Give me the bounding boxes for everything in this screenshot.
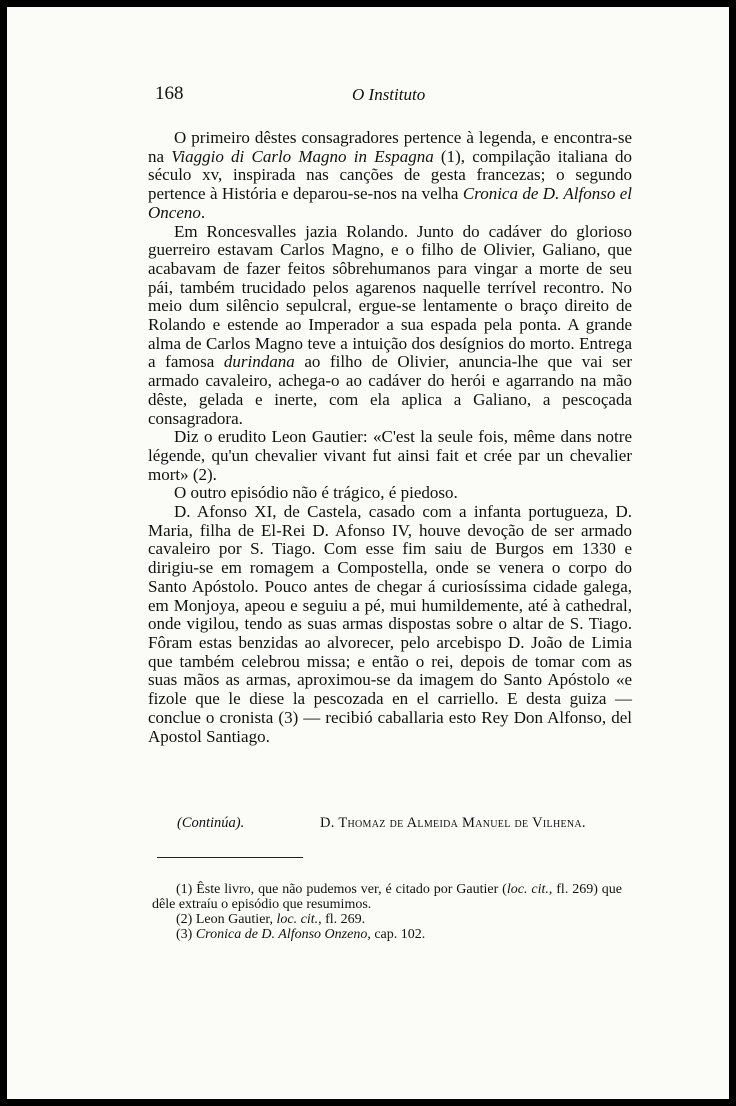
footnote-2: [152, 912, 622, 927]
running-title: O Instituto: [352, 85, 426, 104]
footnote-1: [152, 882, 622, 912]
p2-text-c: ao filho de Olivier, anuncia-lhe que vai ser armado cavaleiro, achega-o ao cadáver do herói e agarrando na mão dêste, gelada e inerte, com ela aplica a Galiano, a pescoçada consagradora.: [148, 352, 632, 428]
fn2-text-a: (2) Leon Gautier,: [176, 912, 277, 927]
fn3-text-a: (3): [176, 927, 196, 942]
paragraph-2: [148, 223, 632, 429]
page-header: [155, 83, 625, 109]
p1-title-cronica: Cronica de D. Alfonso el Onceno: [148, 184, 633, 222]
article-body: [148, 129, 632, 746]
paragraph-5: D. Afonso XI, de Castela, casado com a infanta portugueza, D. Maria, filha de El-Rei D. Afonso IV, houve devoção de ser armado cavaleiro por S. Tiago. Com esse fim saiu de Burgos em 1330 e dirigiu-se em romagem a Compostella, onde se venera o corpo do Santo Apóstolo. Pouco antes de chegar á curiosíssima cidade galega, em Monjoya, apeou e seguiu a pé, mui humildemente, até à cathedral, onde vigilou, tendo as suas armas dispostas sobre o altar de S. Tiago. Fôram estas benzidas ao alvorecer, pelo arcebispo D. João de Limia que também celebrou missa; e então o rei, depois de tomar com as suas mãos as armas, aproximou-se da imagem do Santo Apóstolo «e fizole que le diese la pescozada en el carriello. E desta guiza — conclue o cronista (3) — recibió caballaria esto Rey Don Alfonso, del Apostol Santiago.: [148, 502, 632, 746]
page-number: 168: [155, 83, 184, 104]
continua-note: (Continúa).: [177, 815, 245, 831]
p2-word-durindana: durindana: [223, 352, 295, 372]
p1-title-viaggio: Viaggio di Carlo Magno in Espagna: [171, 146, 434, 166]
fn2-text-c: , fl. 269.: [318, 912, 366, 927]
book-page: [7, 7, 729, 1099]
author-name: D. Thomaz de Almeida Manuel de Vilhena.: [320, 815, 586, 831]
fn2-loc-cit: loc. cit.: [276, 912, 319, 927]
footnotes: [152, 882, 622, 942]
p1-text-a: O primeiro dêstes consagradores pertence à legenda, e encontra-se na: [148, 128, 632, 166]
p2-text-a: Em Roncesvalles jazia Rolando. Junto do cadáver do glorioso guerreiro estavam Carlos Magno, e o filho de Olivier, Galiano, que acabavam de fazer feitos sôbrehumanos para vingar a morte de seu pái, também trucidado pelos agarenos naquelle terrível recontro. No meio dum silêncio sepulcral, ergue-se lentamente o braço direito de Rolando e estende ao Imperador a sua espada pela ponta. A grande alma de Carlos Magno teve a intuição dos desígnios do morto. Entrega a famosa: [148, 221, 632, 372]
paragraph-1: [148, 129, 632, 223]
fn1-loc-cit: loc. cit.: [506, 882, 549, 897]
paragraph-3: Diz o erudito Leon Gautier: «C'est la seule fois, même dans notre légende, qu'un chevalier vivant fut ainsi fait et crée par un chevalier mort» (2).: [148, 427, 632, 484]
signature-line: [155, 815, 635, 837]
fn3-title-cronica: Cronica de D. Alfonso Onzeno: [195, 927, 368, 942]
fn1-text-c: , fl. 269) que dêle extraíu o episódio que resumimos.: [152, 882, 622, 912]
fn1-text-a: (1) Êste livro, que não pudemos ver, é citado por Gautier (: [176, 882, 507, 897]
footnote-3: [152, 927, 622, 942]
fn3-text-c: , cap. 102.: [367, 927, 426, 942]
p1-text-c: (1), compilação italiana do século xv, inspirada nas canções de gesta francezas; o segundo pertence à História e deparou-se-nos na velha: [148, 146, 633, 204]
footnote-rule: [157, 857, 303, 858]
paragraph-4: O outro episódio não é trágico, é piedoso.: [174, 483, 458, 503]
p1-text-e: .: [200, 202, 206, 222]
